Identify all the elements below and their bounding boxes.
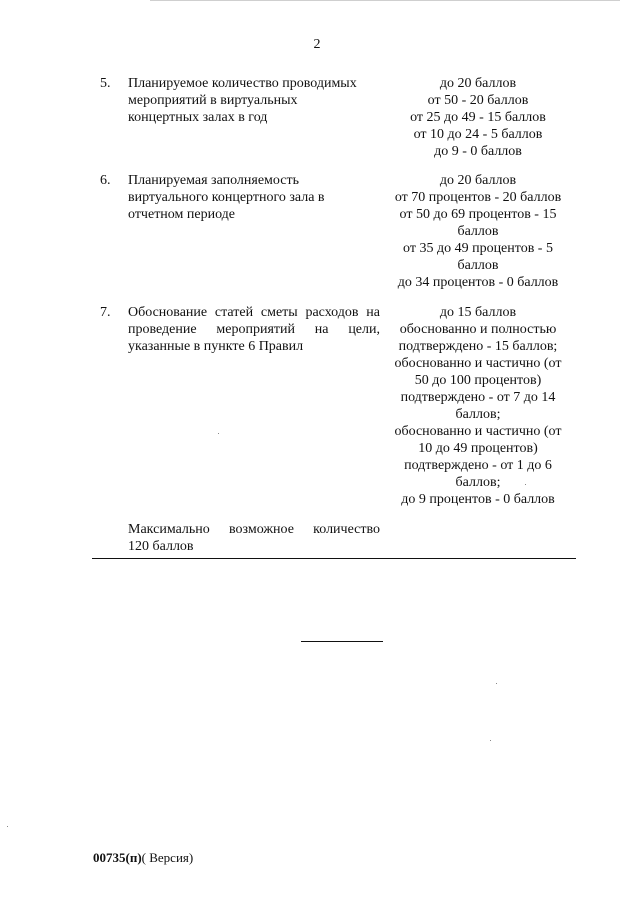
score-line: баллов [457,224,499,239]
criterion-score [383,304,573,508]
score-line: подтверждено - от 1 до 6 [404,458,552,473]
score-line: обоснованно и частично (от [394,356,562,371]
score-line: обоснованно и частично (от [394,424,562,439]
score-line: баллов [457,258,499,273]
criterion-text-line: Обоснование статей сметы расходов на [128,305,380,320]
criterion-text-line: концертных залах в год [128,110,268,125]
criterion-text-line: проведение мероприятий на цели, [128,322,380,337]
criterion-score [383,75,573,160]
criterion-number: 6. [100,173,111,188]
score-line: от 35 до 49 процентов - 5 [403,241,553,256]
criterion-text [128,75,380,126]
score-line: до 9 процентов - 0 баллов [401,492,555,507]
score-line: до 9 - 0 баллов [434,144,522,159]
score-line: от 25 до 49 - 15 баллов [410,110,546,125]
document-end-rule [301,641,383,642]
score-line: до 15 баллов [439,305,517,320]
criterion-text-line: указанные в пункте 6 Правил [128,339,304,354]
score-line: до 20 баллов [439,173,517,188]
document-code: 00735(п) [93,850,142,865]
criterion-text [128,304,380,355]
criterion-number: 5. [100,76,111,91]
maximum-total-label: Максимально возможное количество [128,522,380,537]
maximum-total-value: 120 баллов [128,539,194,554]
score-line: от 50 - 20 баллов [427,93,529,108]
score-line: от 70 процентов - 20 баллов [394,190,562,205]
score-line: до 34 процентов - 0 баллов [397,275,559,290]
criterion-number: 7. [100,305,111,320]
score-line: до 20 баллов [439,76,517,91]
criterion-text-line: Планируемое количество проводимых [128,76,357,91]
page-number: 2 [313,37,321,52]
score-line: 50 до 100 процентов) [414,373,542,388]
criterion-text-line: мероприятий в виртуальных [128,93,298,108]
score-line: подтверждено - от 7 до 14 [400,390,556,405]
footer-document-code [93,850,193,865]
document-version: ( Версия) [141,850,194,865]
score-line: 10 до 49 процентов) [418,441,538,456]
maximum-total [128,521,380,555]
criterion-text [128,172,380,223]
scan-speck [7,826,8,827]
score-line: подтверждено - 15 баллов; [398,339,558,354]
scan-speck [525,484,526,485]
score-line: обоснованно и полностью [399,322,557,337]
scan-speck [496,683,497,684]
score-line: от 10 до 24 - 5 баллов [413,127,543,142]
score-line: от 50 до 69 процентов - 15 [399,207,557,222]
criterion-text-line: Планируемая заполняемость [128,173,299,188]
score-line: баллов; [455,475,501,490]
criterion-text-line: виртуального концертного зала в [128,190,325,205]
score-line: баллов; [455,407,501,422]
criterion-score [383,172,573,291]
top-edge-rule [150,0,620,1]
criterion-text-line: отчетном периоде [128,207,236,222]
table-bottom-rule [92,558,576,559]
scan-speck [490,740,491,741]
scan-speck [218,433,219,434]
